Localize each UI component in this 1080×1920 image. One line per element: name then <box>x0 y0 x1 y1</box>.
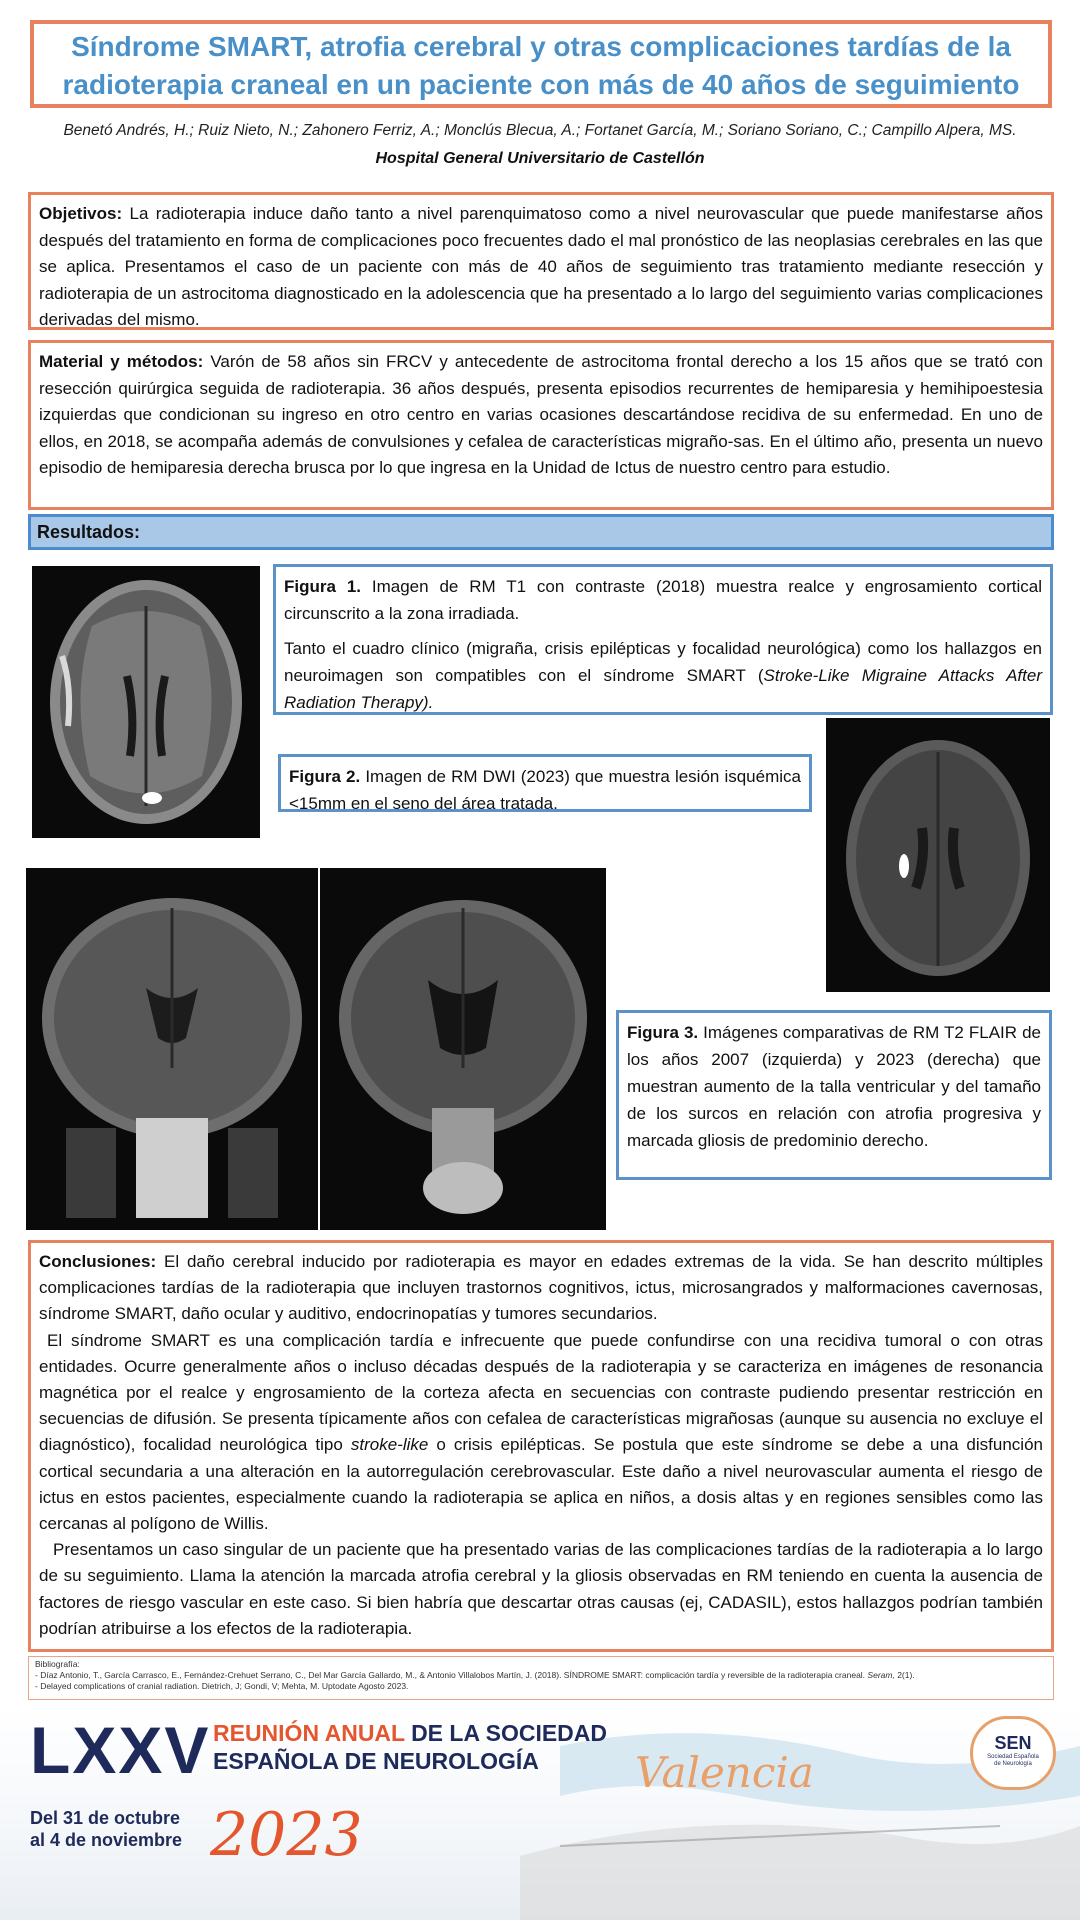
metodos-label: Material y métodos: <box>39 352 204 371</box>
figure3-caption <box>616 1010 1052 1180</box>
figure1-label: Figura 1. <box>284 577 361 596</box>
banner-date-start: Del 31 de octubre <box>30 1808 181 1828</box>
metodos-text: Varón de 58 años sin FRCV y antecedente de astrocitoma frontal derecho a los 15 años que se trató con resección quirúrgica seguida de radioterapia. 36 años después, presenta episodios recurrentes de hemiparesia y hemihipoestesia izquierdas que condicionan su ingreso en otro centro en varias ocasiones descartándose recidiva de su enfermedad. En uno de ellos, en 2018, se acompaña además de convulsiones y cefalea de características migraño-sas. En el último año, presenta un nuevo episodio de hemiparesia derecha brusca por lo que ingresa en la Unidad de Ictus de nuestro centro para estudio. <box>39 352 1043 477</box>
mri-coronal-flair-2007-graphic <box>26 868 318 1230</box>
figure2-caption <box>278 754 812 812</box>
figure1-text2: Tanto el cuadro clínico (migraña, crisis epilépticas y focalidad neurológica) como los hallazgos en neuroimagen son compatibles con el síndrome SMART ( <box>284 639 1042 685</box>
bibliography <box>28 1656 1054 1700</box>
figure3-label: Figura 3. <box>627 1023 699 1042</box>
authors: Benetó Andrés, H.; Ruiz Nieto, N.; Zahonero Ferriz, A.; Monclús Blecua, A.; Fortanet García, M.; Soriano Soriano, C.; Campillo Alpera, MS. <box>63 122 1017 139</box>
figure1-caption <box>273 564 1053 715</box>
figure3-text: Imágenes comparativas de RM T2 FLAIR de los años 2007 (izquierda) y 2023 (derecha) que muestran aumento de la talla ventricular y del tamaño de los surcos en relación con atrofia progresiva y marcada gliosis de predominio derecho. <box>627 1023 1041 1150</box>
conclusiones-p2-em: stroke-like <box>350 1435 429 1455</box>
figure2-label: Figura 2. <box>289 767 361 786</box>
banner-line1-orange: REUNIÓN ANUAL <box>213 1720 405 1746</box>
conclusiones-section <box>28 1240 1054 1652</box>
figure2-mri-image <box>826 718 1050 992</box>
banner-date-end: al 4 de noviembre <box>30 1830 183 1850</box>
banner-city: Valencia <box>635 1748 814 1797</box>
conclusiones-p2 <box>39 1328 1043 1538</box>
bibliography-ref2: - Delayed complications of cranial radiation. Dietrich, J; Gondi, V; Mehta, M. Uptodate Agosto 2023. <box>35 1681 409 1691</box>
banner-year: 2023 <box>210 1800 363 1870</box>
banner-roman-numeral: LXXV <box>30 1713 211 1787</box>
metodos-section <box>28 340 1054 510</box>
conclusiones-p2-a: El síndrome SMART es una complicación tardía e infrecuente que puede confundirse con una recidiva tumoral o con otras entidades. Ocurre generalmente años o incluso décadas después de la radioterapia y se caracteriza en imágenes de resonancia magnética por el realce y engrosamiento de la corteza afecta en secuencias con contraste pudiendo presentar restricción en secuencias de difusión. Se presenta típicamente años con cefalea de características migrañosas (aunque su ausencia no excluye el diagnóstico), focalidad neurológica tipo <box>39 1330 1043 1455</box>
figure2-text: Imagen de RM DWI (2023) que muestra lesión isquémica <15mm en el seno del área tratada. <box>289 767 801 813</box>
hospital: Hospital General Universitario de Castellón <box>375 150 705 167</box>
objetivos-section <box>28 192 1054 330</box>
conclusiones-p3: Presentamos un caso singular de un paciente que ha presentado varias de las complicaciones tardías de la radioterapia a lo largo de su seguimiento. Llama la atención la marcada atrofia cerebral y la gliosis observadas en RM teniendo en cuenta la ausencia de factores de riesgo vascular en este caso. Si bien habría que descartar otras causas (ej, CADASIL), estos hallazgos podrían también podrían atribuirse a los efectos de la radioterapia. <box>39 1540 1043 1638</box>
conclusiones-p2-b: o crisis epilépticas. Se postula que este síndrome se debe a una disfunción cortical secundaria a una alteración en la autorregulación cerebrovascular. Este daño a nivel neurovascular aumenta el riesgo de ictus en estos pacientes, especialmente cuando la radioterapia se aplica en niños, a dosis altas y en regiones sensibles como las cercanas al polígono de Willis. <box>39 1435 1043 1534</box>
figure1-mri-image <box>32 566 260 838</box>
figure1-smart-expansion: Stroke-Like Migraine Attacks After Radiation Therapy). <box>284 666 1042 712</box>
sen-logo-subtitle: Sociedad Española de Neurología <box>987 1754 1039 1767</box>
conclusiones-p1-text: El daño cerebral inducido por radioterapia es mayor en edades extremas de la vida. Se han descrito múltiples complicaciones tardías de la radioterapia que incluyen trastornos cognitivos, ictus, microsangrados y malformaciones cavernosas, síndrome SMART, daño ocular y auditivo, endocrinopatías y tumores secundarios. <box>39 1252 1043 1324</box>
poster-title: Síndrome SMART, atrofia cerebral y otras complicaciones tardías de la radioterapia craneal en un paciente con más de 40 años de seguimiento <box>30 20 1052 108</box>
bibliography-ref1-post: 2(1). <box>897 1670 915 1680</box>
banner-line1-navy: DE LA SOCIEDAD <box>411 1720 608 1746</box>
figure1-caption-p2 <box>284 635 1042 716</box>
figure1-caption-p1 <box>284 573 1042 627</box>
sen-logo <box>970 1716 1056 1790</box>
figure1-text: Imagen de RM T1 con contraste (2018) muestra realce y engrosamiento cortical circunscrito a la zona irradiada. <box>284 577 1042 623</box>
mri-coronal-flair-2023-graphic <box>320 868 606 1230</box>
objetivos-label: Objetivos: <box>39 204 123 223</box>
figure3-mri-2007 <box>26 868 318 1230</box>
sen-logo-text: SEN <box>994 1733 1032 1753</box>
figure3-mri-2023 <box>320 868 606 1230</box>
banner-line2: ESPAÑOLA DE NEUROLOGÍA <box>213 1748 539 1774</box>
banner-line1 <box>213 1720 607 1747</box>
bibliography-ref1-journal: Seram, <box>867 1670 895 1680</box>
bibliography-ref1 <box>35 1670 1047 1681</box>
bibliography-label: Bibliografía: <box>35 1659 80 1669</box>
bibliography-ref1-text: - Díaz Antonio, T., García Carrasco, E., Fernández-Crehuet Serrano, C., Del Mar García Gallardo, M., & Antonio Villalobos Martín, J. (2018). SÍNDROME SMART: complicación tardía y reversible de la radioterapia craneal. <box>35 1670 866 1680</box>
resultados-header: Resultados: <box>28 514 1054 550</box>
conclusiones-p1 <box>39 1249 1043 1328</box>
mri-axial-t1-graphic <box>32 566 260 838</box>
objetivos-text: La radioterapia induce daño tanto a nivel parenquimatoso como a nivel neurovascular que puede manifestarse años después del tratamiento en forma de complicaciones poco frecuentes dado el mal pronóstico de las neoplasias cerebrales en las que se aplica. Presentamos el caso de un paciente con más de 40 años de seguimiento tras tratamiento mediante resección y radioterapia de un astrocitoma diagnosticado en la adolescencia que ha presentado a lo largo del seguimiento varias complicaciones derivadas del mismo. <box>39 204 1043 329</box>
mri-dwi-graphic <box>826 718 1050 992</box>
conclusiones-label: Conclusiones: <box>39 1252 157 1271</box>
